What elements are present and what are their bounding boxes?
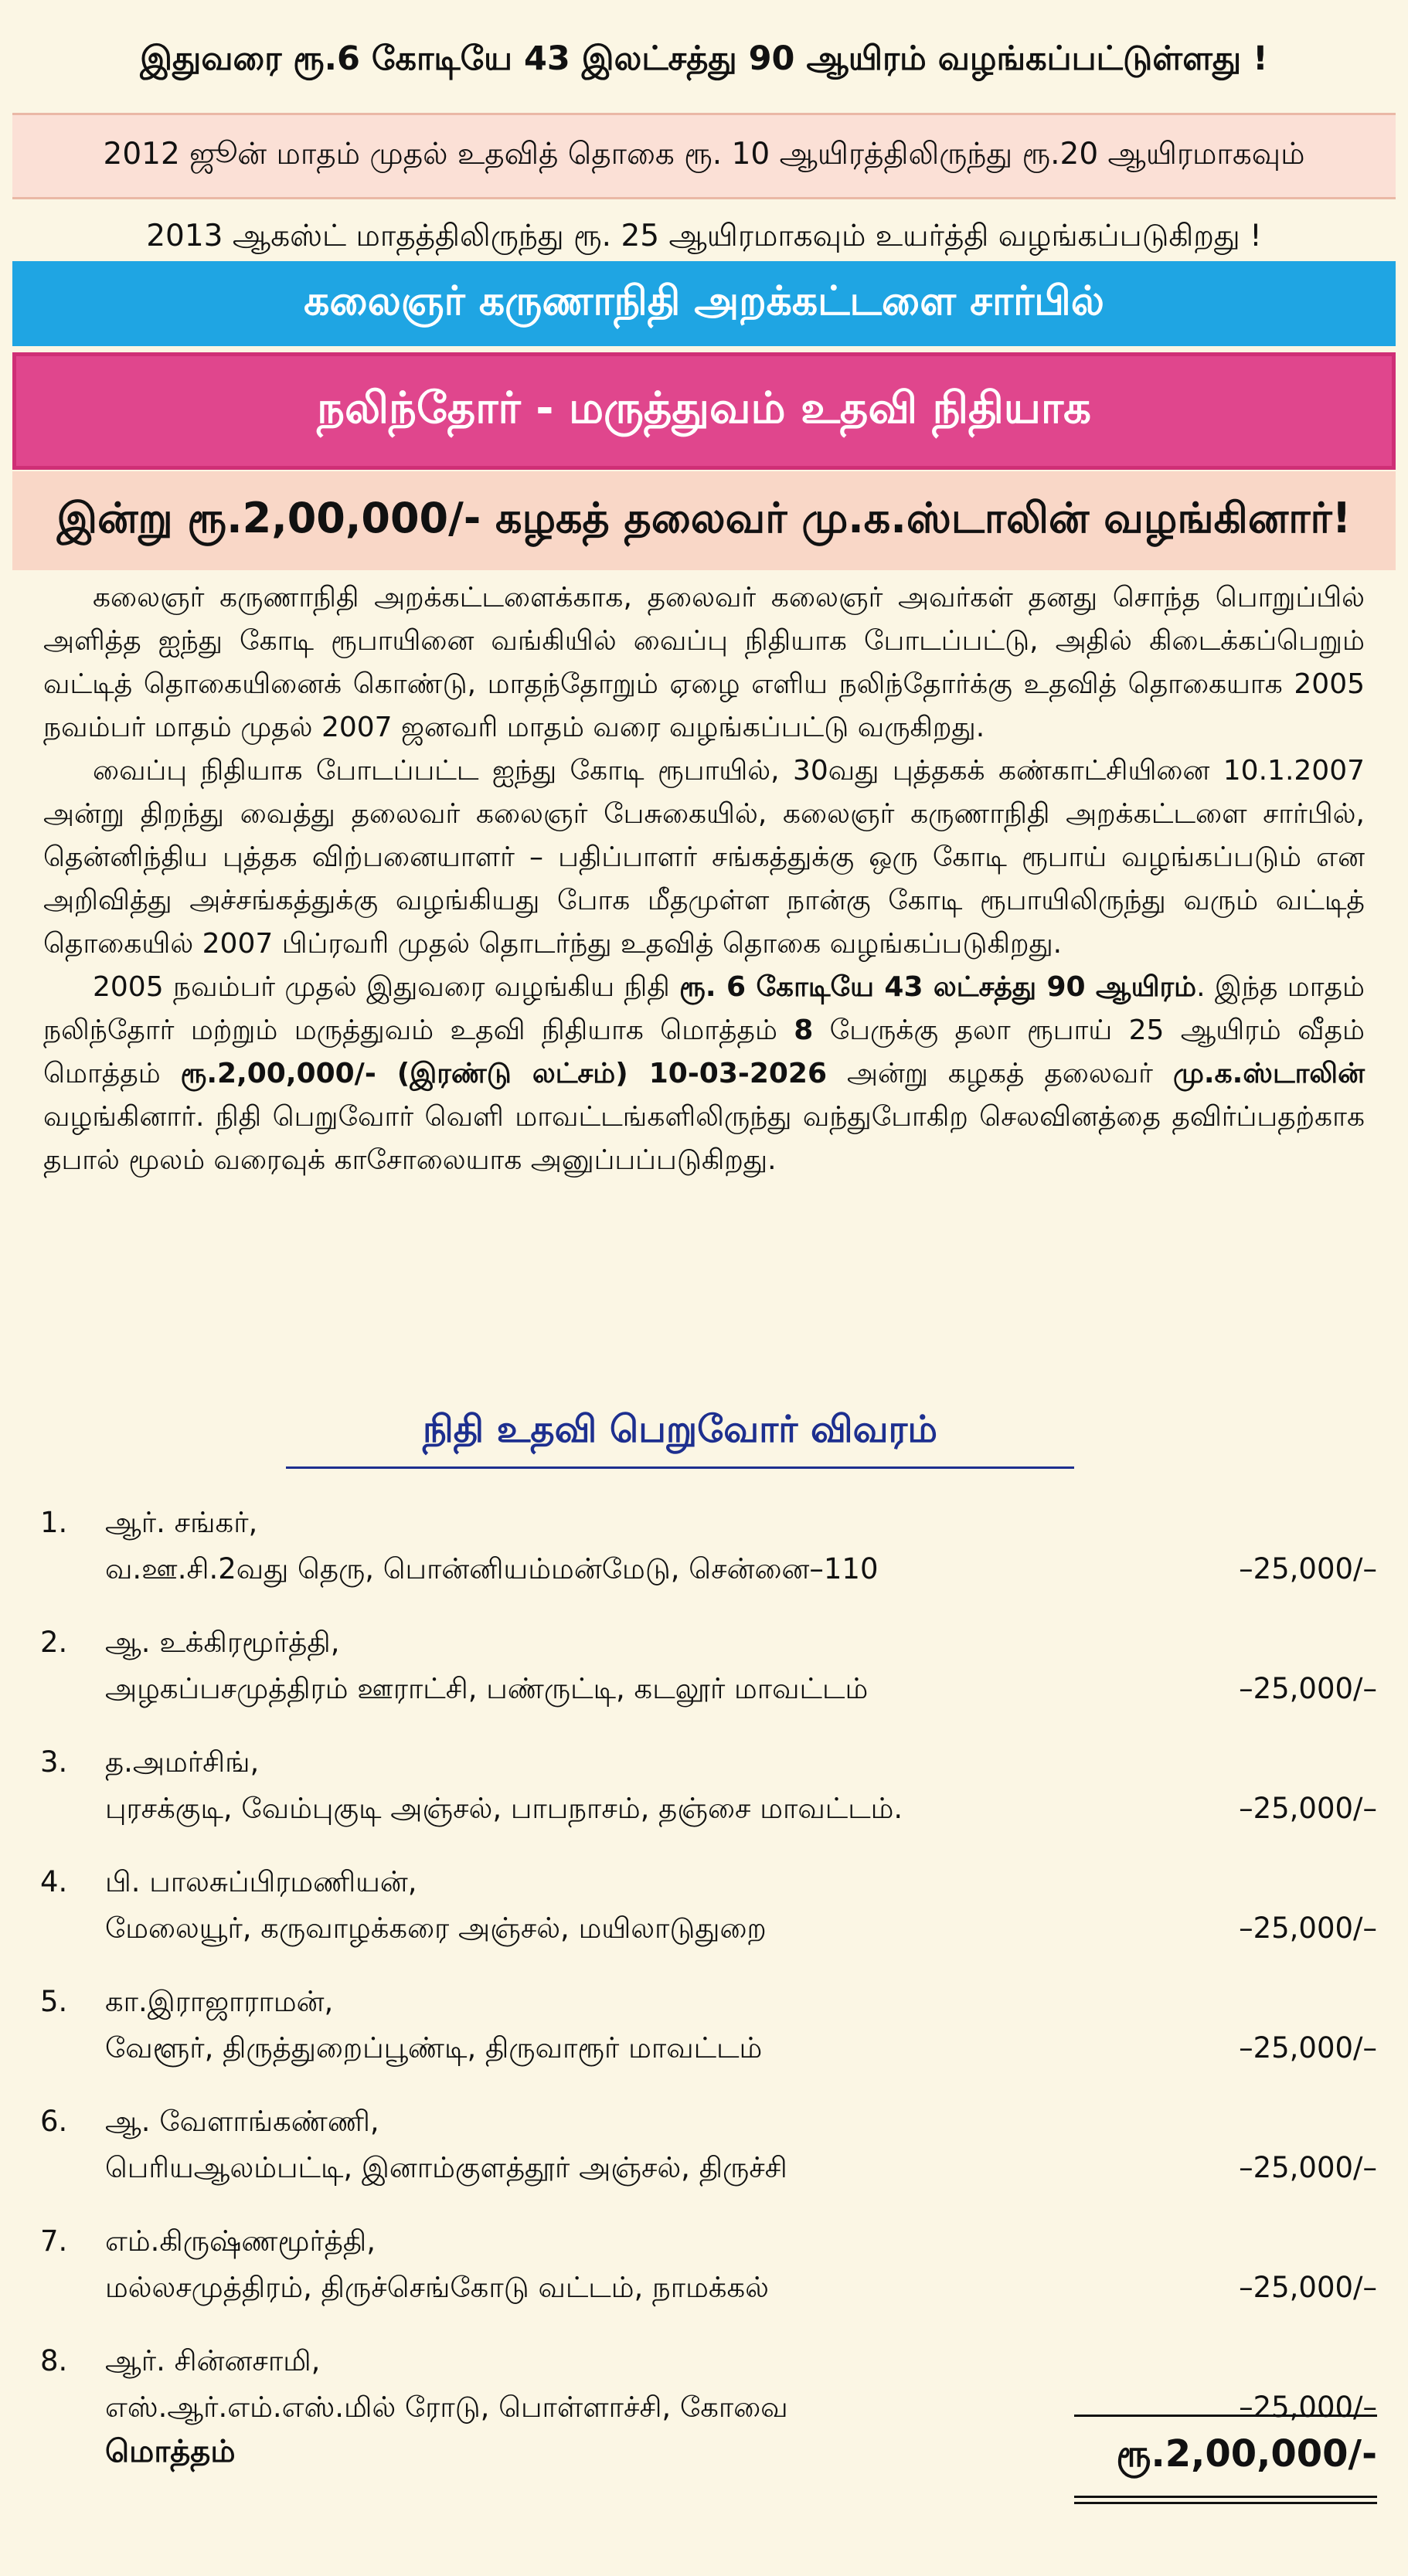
total-divider-bottom-double — [1074, 2502, 1377, 2504]
paragraph-3-a: 2005 நவம்பர் முதல் இதுவரை வழங்கிய நிதி — [93, 971, 680, 1003]
trust-banner-text: கலைஞர் கருணாநிதி அறக்கட்டளை சார்பில் — [304, 277, 1104, 325]
recipient-name: ஆ. உக்கிரமூர்த்தி, — [105, 1626, 340, 1659]
paragraph-2: வைப்பு நிதியாக போடப்பட்ட ஐந்து கோடி ரூபாயில், 30வது புத்தகக் கண்காட்சியினை 10.1.2007 அன்று திறந்து வைத்து தலைவர் கலைஞர் பேசுகையில், கலைஞர் கருணாநிதி அறக்கட்டளை சார்பில், தென்னிந்திய புத்தக விற்பனையாளர் – பதிப்பாளர் சங்கத்துக்கு ஒரு கோடி ரூபாய் வழங்கப்படும் என அறிவித்து அச்சங்கத்துக்கு வழங்கியது போக மீதமுள்ள நான்கு கோடி ரூபாயிலிருந்து வரும் வட்டித் தொகையில் 2007 பிப்ரவரி முதல் தொடர்ந்து உதவித் தொகை வழங்கப்படுகிறது. — [43, 755, 1365, 960]
list-item — [31, 1854, 1377, 1974]
recipient-number: 2. — [40, 1626, 68, 1659]
recipient-address: பெரியஆலம்பட்டி, இனாம்குளத்தூர் அஞ்சல், திருச்சி — [105, 2151, 787, 2184]
recipient-amount: –25,000/– — [1239, 1792, 1377, 1825]
recipient-address: எஸ்.ஆர்.எம்.எஸ்.மில் ரோடு, பொள்ளாச்சி, கோவை — [105, 2391, 788, 2424]
recipient-number: 3. — [40, 1745, 68, 1779]
recipient-number: 1. — [40, 1506, 68, 1539]
recipient-name: கா.இராஜாராமன், — [105, 1985, 334, 2018]
recipient-address: வேளூர், திருத்துறைப்பூண்டி, திருவாரூர் மாவட்டம் — [105, 2031, 763, 2065]
paragraph-3-e: பேருக்கு தலா ரூபாய் 25 ஆயிரம் வீதம் மொத்தம் — [43, 1014, 1365, 1089]
recipient-name: ஆர். சின்னசாமி, — [105, 2344, 321, 2377]
headline-2012-text: 2012 ஜூன் மாதம் முதல் உதவித் தொகை ரூ. 10 ஆயிரத்திலிருந்து ரூ.20 ஆயிரமாகவும் — [103, 137, 1305, 172]
total-divider-bottom — [1074, 2496, 1377, 2498]
recipient-address: புரசக்குடி, வேம்புகுடி அஞ்சல், பாபநாசம், தஞ்சை மாவட்டம். — [105, 1792, 903, 1825]
total-label: மொத்தம் — [105, 2434, 236, 2469]
paragraph-3-f: ரூ.2,00,000/- (இரண்டு லட்சம்) 10-03-2026 — [180, 1058, 828, 1089]
total-divider-top — [1074, 2415, 1377, 2417]
recipient-number: 5. — [40, 1985, 68, 2018]
recipient-address: மேலையூர், கருவாழக்கரை அஞ்சல், மயிலாடுதுறை — [105, 1912, 767, 1945]
recipient-number: 6. — [40, 2105, 68, 2138]
list-item — [31, 1974, 1377, 2094]
recipient-amount: –25,000/– — [1239, 1552, 1377, 1585]
recipient-amount: –25,000/– — [1239, 2151, 1377, 2184]
headline-total-given — [12, 8, 1396, 113]
recipient-name: எம்.கிருஷ்ணமூர்த்தி, — [105, 2224, 376, 2258]
today-banner — [12, 471, 1396, 570]
recipient-name: த.அமர்சிங், — [105, 1745, 260, 1779]
headline-increase-2012 — [12, 113, 1396, 199]
paragraph-3-g: அன்று கழகத் தலைவர் — [827, 1058, 1173, 1089]
list-item — [31, 2214, 1377, 2333]
recipient-name: ஆர். சங்கர், — [105, 1506, 258, 1539]
recipient-amount: –25,000/– — [1239, 2391, 1377, 2424]
fund-banner-text: நலிந்தோர் - மருத்துவம் உதவி நிதியாக — [317, 383, 1091, 433]
recipients-heading: நிதி உதவி பெறுவோர் விவரம் — [286, 1408, 1074, 1469]
recipient-amount: –25,000/– — [1239, 2031, 1377, 2065]
paragraph-3-c: . இந்த மாதம் நலிந்தோர் மற்றும் மருத்துவம் உதவி நிதியாக மொத்தம் — [43, 971, 1365, 1046]
recipient-number: 4. — [40, 1865, 68, 1898]
recipient-amount: –25,000/– — [1239, 2271, 1377, 2304]
paragraph-3 — [43, 966, 1365, 1182]
recipient-list — [31, 1495, 1377, 2453]
list-item — [31, 2094, 1377, 2214]
article-body — [43, 576, 1365, 1182]
recipient-name: பி. பாலசுப்பிரமணியன், — [105, 1865, 417, 1898]
today-banner-text: இன்று ரூ.2,00,000/- கழகத் தலைவர் மு.க.ஸ்டாலின் வழங்கினார்! — [56, 493, 1352, 542]
recipient-number: 7. — [40, 2224, 68, 2258]
list-item — [31, 1735, 1377, 1854]
paragraph-3-d: 8 — [794, 1014, 814, 1046]
recipient-address: வ.ஊ.சி.2வது தெரு, பொன்னியம்மன்மேடு, சென்னை–110 — [105, 1552, 879, 1585]
fund-banner — [12, 352, 1396, 470]
recipient-number: 8. — [40, 2344, 68, 2377]
list-item — [31, 1495, 1377, 1615]
paragraph-3-b: ரூ. 6 கோடியே 43 லட்சத்து 90 ஆயிரம் — [679, 971, 1197, 1003]
headline-total-text: இதுவரை ரூ.6 கோடியே 43 இலட்சத்து 90 ஆயிரம் வழங்கப்பட்டுள்ளது ! — [140, 39, 1268, 78]
recipient-amount: –25,000/– — [1239, 1912, 1377, 1945]
recipient-name: ஆ. வேளாங்கண்ணி, — [105, 2105, 379, 2138]
recipient-amount: –25,000/– — [1239, 1672, 1377, 1705]
headline-2013-text: 2013 ஆகஸ்ட் மாதத்திலிருந்து ரூ. 25 ஆயிரமாகவும் உயர்த்தி வழங்கப்படுகிறது ! — [146, 219, 1262, 253]
paragraph-3-i: வழங்கினார். நிதி பெறுவோர் வெளி மாவட்டங்களிலிருந்து வந்துபோகிற செலவினத்தை தவிர்ப்பதற்காக தபால் மூலம் வரைவுக் காசோலையாக அனுப்பப்படுகிறது. — [43, 1101, 1365, 1176]
recipient-address: அழகப்பசமுத்திரம் ஊராட்சி, பண்ருட்டி, கடலூர் மாவட்டம் — [105, 1672, 869, 1705]
total-amount: ரூ.2,00,000/- — [1116, 2432, 1377, 2476]
paragraph-3-h: மு.க.ஸ்டாலின் — [1172, 1058, 1365, 1089]
recipient-address: மல்லசமுத்திரம், திருச்செங்கோடு வட்டம், நாமக்கல் — [105, 2271, 769, 2304]
list-item — [31, 1615, 1377, 1735]
trust-banner — [12, 261, 1396, 346]
paragraph-1: கலைஞர் கருணாநிதி அறக்கட்டளைக்காக, தலைவர் கலைஞர் அவர்கள் தனது சொந்த பொறுப்பில் அளித்த ஐந்து கோடி ரூபாயினை வங்கியில் வைப்பு நிதியாக போடப்பட்டு, அதில் கிடைக்கப்பெறும் வட்டித் தொகையினைக் கொண்டு, மாதந்தோறும் ஏழை எளிய நலிந்தோர்க்கு உதவித் தொகையாக 2005 நவம்பர் மாதம் முதல் 2007 ஜனவரி மாதம் வரை வழங்கப்பட்டு வருகிறது. — [43, 582, 1365, 743]
